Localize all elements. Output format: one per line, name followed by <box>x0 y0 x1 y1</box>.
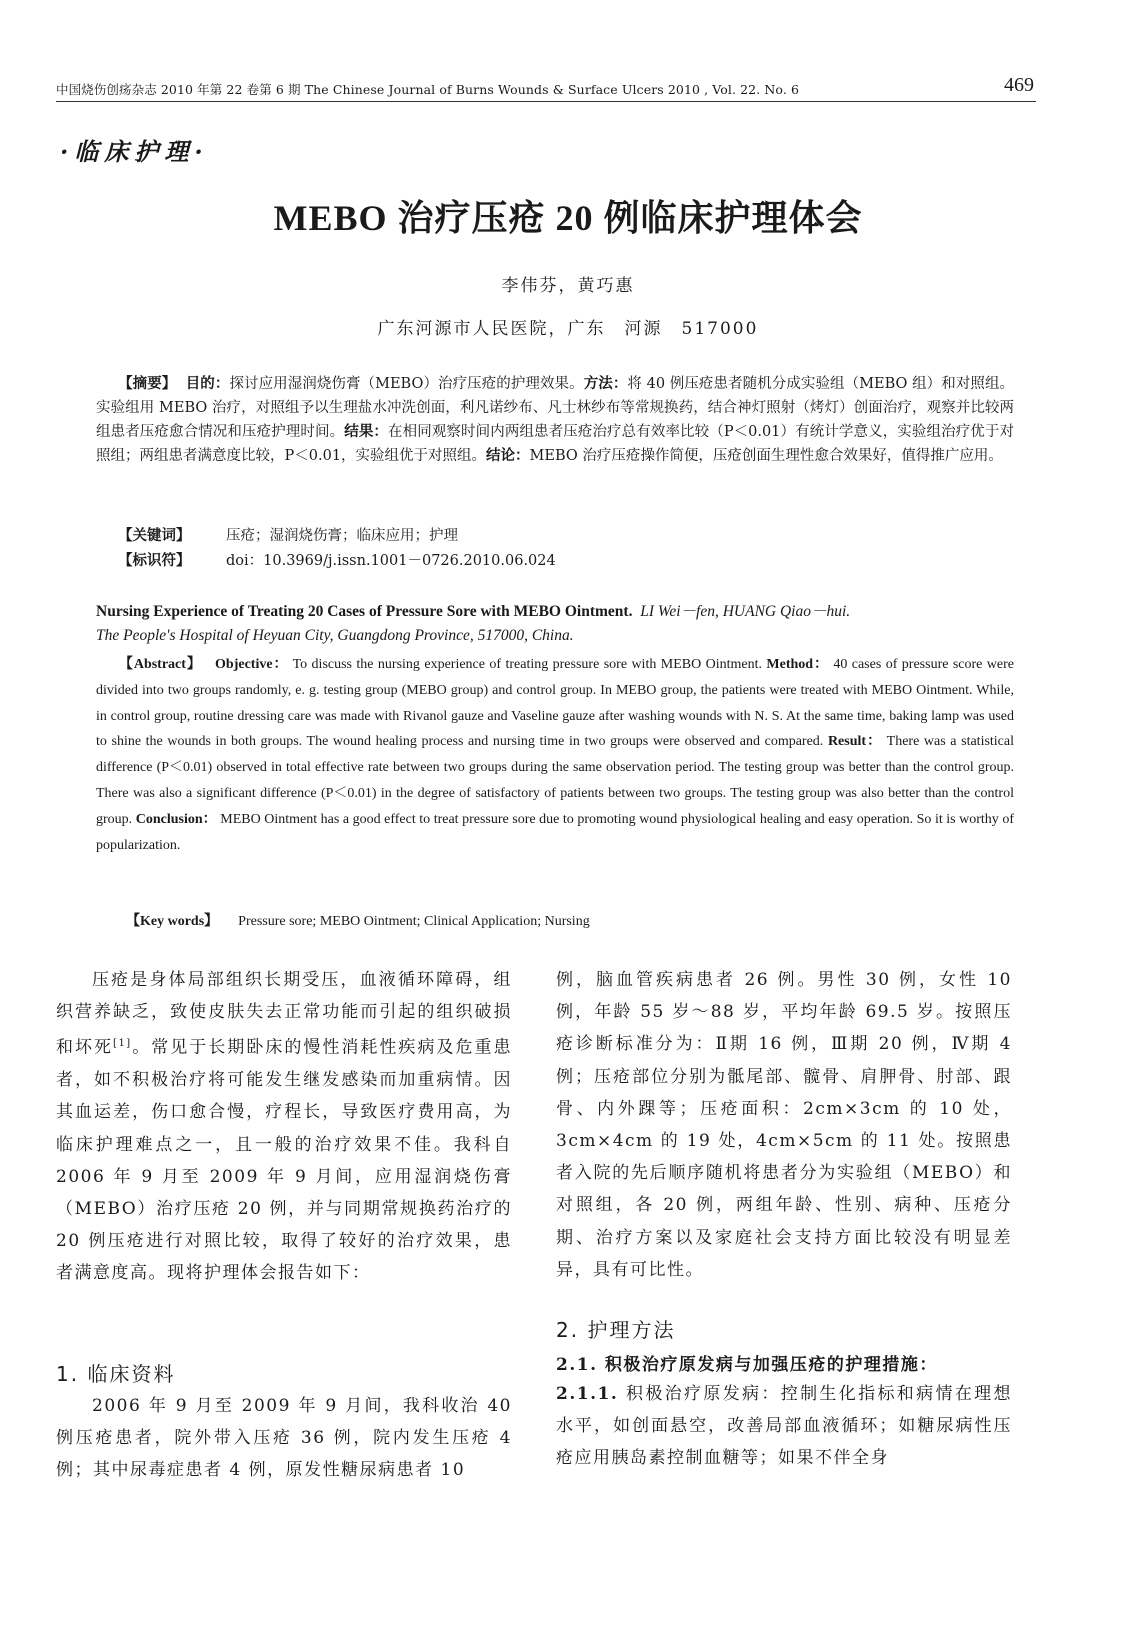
english-authors: LI Wei－fen, HUANG Qiao－hui. <box>640 603 851 620</box>
intro-paragraph <box>56 964 512 1290</box>
section-1-paragraph-left: 2006 年 9 月至 2009 年 9 月间，我科收治 40 例压疮患者，院外带入压疮 36 例，院内发生压疮 4 例；其中尿毒症患者 4 例，原发性糖尿病患者 10 <box>56 1396 512 1481</box>
doi-text: doi：10.3969/j.issn.1001－0726.2010.06.024 <box>226 553 556 569</box>
conclusion-text: MEBO 治疗压疮操作简便，压疮创面生理性愈合效果好，值得推广应用。 <box>529 448 1003 464</box>
affiliation: 广东河源市人民医院，广东 河源 517000 <box>377 319 759 339</box>
en-method-label: Method： <box>766 657 829 672</box>
result-label: 结果： <box>344 423 389 440</box>
section-label: ·临床护理· <box>60 137 209 166</box>
en-objective-text: To discuss the nursing experience of treating pressure sore with MEBO Ointment. <box>292 657 762 672</box>
keywords-label: 【关键词】 <box>118 527 191 544</box>
en-result-text: There was a statistical difference (P＜0.01) observed in total effective rate between two groups during the same observation period. The testing group was better than the control group. There was also a significant difference (P＜0.01) in the degree of satisfactory of patients between two groups. The testing group was also better than the control group. <box>96 734 1014 827</box>
abstract-label: 【摘要】 <box>118 375 177 392</box>
conclusion-label: 结论： <box>486 447 530 464</box>
section-2-heading: 2. 护理方法 <box>556 1318 676 1342</box>
method-label: 方法： <box>583 375 628 392</box>
header-rule <box>56 101 1036 102</box>
section-2-1-1-title: 积极治疗原发病： <box>626 1384 781 1404</box>
english-affiliation: The People's Hospital of Heyuan City, Guangdong Province, 517000, China. <box>96 627 574 644</box>
citation-ref: [1] <box>113 1038 132 1050</box>
objective-text: 探讨应用湿润烧伤膏（MEBO）治疗压疮的护理效果。 <box>229 376 584 392</box>
page-number: 469 <box>1004 74 1034 96</box>
section-2-1-1-paragraph <box>556 1378 1012 1475</box>
section-2-1-1-text: 控制生化指标和病情在理想水平，如创面悬空，改善局部血液循环；如糖尿病性压疮应用胰岛素控制血糖等；如果不伴全身 <box>556 1384 1013 1469</box>
english-title-block <box>96 600 1014 648</box>
en-conclusion-text: MEBO Ointment has a good effect to treat pressure sore due to promoting wound physiological healing and easy operation. So it is worthy of popularization. <box>96 811 1015 853</box>
english-abstract <box>96 652 1014 858</box>
section-2-1-heading: 2.1. 积极治疗原发病与加强压疮的护理措施： <box>556 1355 938 1375</box>
english-title: Nursing Experience of Treating 20 Cases of Pressure Sore with MEBO Ointment. <box>96 603 633 620</box>
en-conclusion-label: Conclusion： <box>135 811 217 827</box>
en-keywords-text: Pressure sore; MEBO Ointment; Clinical Application; Nursing <box>238 914 590 929</box>
intro-text-a: 压疮是身体局部组织长期受压，血液循环障碍，组织营养缺乏，致使皮肤失去正常功能而引起的组织破损和坏死 <box>56 970 512 1059</box>
cn-doi-row <box>118 549 556 573</box>
en-keywords-label: 【Key words】 <box>126 914 219 929</box>
section-1-heading: 1. 临床资料 <box>56 1362 176 1386</box>
article-title: MEBO 治疗压疮 20 例临床护理体会 <box>273 198 863 238</box>
objective-label: 目的： <box>185 375 230 392</box>
en-result-label: Result： <box>827 734 883 750</box>
en-abstract-label: 【Abstract】 <box>118 657 202 672</box>
intro-text-b: 。常见于长期卧床的慢性消耗性疾病及危重患者，如不积极治疗将可能发生继发感染而加重病情。因其血运差，伤口愈合慢，疗程长，导致医疗费用高，为临床护理难点之一，且一般的治疗效果不佳。我科自 2006 年 9 月至 2009 年 9 月间，应用湿润烧伤膏（MEBO）治疗压疮 20 例，并与同期常规换药治疗的 20 例压疮进行对照比较，取得了较好的治疗效果，患者满意度高。现将护理体会报告如下： <box>56 1038 513 1284</box>
keywords-text: 压疮；湿润烧伤膏；临床应用；护理 <box>226 528 458 544</box>
en-method-text: 40 cases of pressure score were divided into two groups randomly, e. g. testing group (MEBO group) and control group. In MEBO group, the patients were treated with MEBO Ointment. While, in control group, routine dressing care was made with Rivanol gauze and Vaseline gauze after washing wounds with N. S. At the same time, baking lamp was used to shine the wounds in both groups. The wound healing process and nursing time in two groups were observed and compared. <box>96 657 1015 750</box>
method-text: 将 40 例压疮患者随机分成实验组（MEBO 组）和对照组。实验组用 MEBO 治疗，对照组予以生理盐水冲洗创面，利凡诺纱布、凡士林纱布等常规换药，结合神灯照射（烤灯）创面治疗，观察并比较两组患者压疮愈合情况和压疮护理时间。 <box>96 376 1015 440</box>
section-1-paragraph-right: 例，脑血管疾病患者 26 例。男性 30 例，女性 10 例，年龄 55 岁～88 岁，平均年龄 69.5 岁。按照压疮诊断标准分为：Ⅱ期 16 例，Ⅲ期 20 例，Ⅳ期 4 例；压疮部位分别为骶尾部、髋骨、肩胛骨、肘部、跟骨、内外踝等；压疮面积：2cm×3cm 的 10 处，3cm×4cm 的 19 处，4cm×5cm 的 11 处。按照患者入院的先后顺序随机将患者分为实验组（MEBO）和对照组，各 20 例，两组年龄、性别、病种、压疮分期、治疗方案以及家庭社会支持方面比较没有明显差异，具有可比性。 <box>556 970 1012 1280</box>
authors: 李伟芬，黄巧惠 <box>501 276 635 296</box>
chinese-abstract <box>96 372 1014 468</box>
doi-label: 【标识符】 <box>118 552 191 569</box>
result-text: 在相同观察时间内两组患者压疮治疗总有效率比较（P＜0.01）有统计学意义，实验组治疗优于对照组；两组患者满意度比较，P＜0.01，实验组优于对照组。 <box>96 424 1015 464</box>
cn-keywords-row <box>118 524 458 548</box>
section-2-1-1-label: 2.1.1. <box>556 1384 619 1404</box>
english-keywords-row <box>126 910 590 930</box>
en-objective-label: Objective： <box>215 657 289 672</box>
running-header: 中国烧伤创疡杂志 2010 年第 22 卷第 6 期 The Chinese Journal of Burns Wounds & Surface Ulcers 2010 , Vol. 22. No. 6 <box>56 82 800 97</box>
